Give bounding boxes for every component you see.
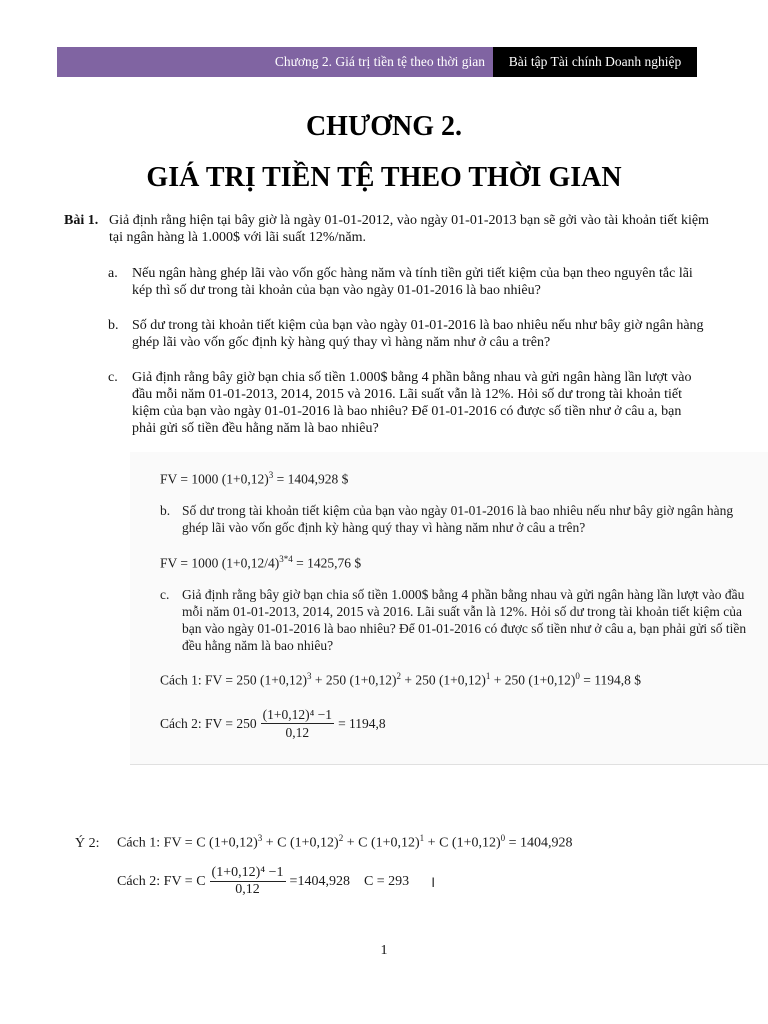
item-text: Số dư trong tài khoản tiết kiệm của bạn vào ngày 01-01-2016 là bao nhiêu nếu như bây giờ ngân hàng ghép lãi vào vốn gốc định kỳ hàng quý thay vì hàng năm như ở câu a trên? bbox=[182, 503, 734, 535]
item-letter: b. bbox=[160, 503, 171, 518]
item-text: Nếu ngân hàng ghép lãi vào vốn gốc hàng năm và tính tiền gửi tiết kiệm của bạn theo nguyên tắc lãi kép thì số dư trong tài khoản của bạn vào ngày 01-01-2016 là bao nhiêu? bbox=[132, 266, 693, 298]
formula-result: = 1425,76 $ bbox=[292, 555, 362, 571]
y2-cach2 bbox=[117, 865, 435, 898]
page-number: 1 bbox=[380, 943, 388, 958]
cach1-formula bbox=[160, 668, 760, 689]
exponent: 2 bbox=[396, 671, 401, 681]
formula-text: + C (1+0,12) bbox=[262, 835, 339, 851]
problem-item-c bbox=[108, 369, 708, 437]
text-cursor-icon: I bbox=[431, 873, 436, 890]
formula-result: = 1404,928 $ bbox=[273, 471, 349, 487]
formula-text: + 250 (1+0,12) bbox=[400, 672, 486, 688]
solution-scan bbox=[130, 452, 768, 765]
book-label: Bài tập Tài chính Doanh nghiệp bbox=[493, 47, 697, 77]
exponent: 3 bbox=[268, 470, 274, 480]
fraction bbox=[210, 865, 286, 898]
exponent: 2 bbox=[338, 833, 344, 843]
item-text: Số dư trong tài khoản tiết kiệm của bạn vào ngày 01-01-2016 là bao nhiêu nếu như bây giờ ngân hàng ghép lãi vào vốn gốc định kỳ hàng quý thay vì hàng năm như ở câu a trên? bbox=[132, 318, 704, 350]
problem-intro: Giả định rằng hiện tại bây giờ là ngày 01-01-2012, vào ngày 01-01-2013 bạn sẽ gởi vào tài khoản tiết kiệm tại ngân hàng là 1.000$ với lãi suất 12%/năm. bbox=[109, 213, 709, 245]
exponent: 3 bbox=[257, 833, 263, 843]
item-letter: b. bbox=[108, 318, 119, 333]
problem-label: Bài 1. bbox=[64, 213, 99, 228]
y2-cach1 bbox=[75, 833, 573, 852]
formula-text: + C (1+0,12) bbox=[343, 835, 420, 851]
formula-result: = 1194,8 bbox=[338, 716, 386, 731]
fraction-numerator: (1+0,12)⁴ −1 bbox=[262, 707, 333, 722]
fv-b-formula bbox=[160, 551, 760, 572]
exponent: 0 bbox=[575, 671, 580, 681]
c-result: C = 293 bbox=[363, 873, 410, 889]
problem-1 bbox=[64, 212, 714, 246]
item-letter: a. bbox=[108, 266, 118, 281]
exponent: 1 bbox=[485, 671, 491, 681]
formula-result: = 1404,928 bbox=[505, 835, 573, 851]
problem-item-b bbox=[108, 317, 708, 351]
formula-result: = 1194,8 $ bbox=[579, 672, 642, 688]
formula-text: Cách 2: FV = 250 bbox=[160, 716, 257, 731]
page-header bbox=[57, 47, 697, 77]
exponent: 0 bbox=[500, 833, 506, 843]
formula-result: =1404,928 bbox=[289, 873, 350, 889]
formula-text: FV = 1000 (1+0,12/4) bbox=[160, 555, 280, 571]
fv-a-formula bbox=[160, 467, 760, 488]
chapter-title: CHƯƠNG 2. bbox=[305, 111, 463, 142]
item-letter: c. bbox=[108, 370, 118, 385]
chapter-label: Chương 2. Giá trị tiền tệ theo thời gian bbox=[57, 47, 493, 77]
y2-label: Ý 2: bbox=[75, 835, 100, 851]
item-text: Giả định rằng bây giờ bạn chia số tiền 1.000$ bằng 4 phần bằng nhau và gửi ngân hàng lần lượt vào đầu mỗi năm 01-01-2013, 2014, 2015 và 2016. Lãi suất vẫn là 12%. Hỏi số dư trong tài khoản tiết kiệm của bạn vào ngày 01-01-2016 là bao nhiêu? Để 01-01-2016 có được số tiền như ở câu a, bạn phải gửi số tiền đều hằng năm là bao nhiêu? bbox=[132, 370, 692, 436]
formula-text: FV = 1000 (1+0,12) bbox=[160, 471, 269, 487]
exponent: 3*4 bbox=[279, 554, 293, 564]
formula-text: Cách 1: FV = 250 (1+0,12) bbox=[160, 672, 307, 688]
fraction-numerator: (1+0,12)⁴ −1 bbox=[211, 865, 284, 880]
formula-text: + 250 (1+0,12) bbox=[490, 672, 576, 688]
fraction bbox=[261, 706, 334, 741]
item-letter: c. bbox=[160, 587, 170, 602]
fraction-denominator: 0,12 bbox=[285, 725, 310, 740]
formula-text: + C (1+0,12) bbox=[424, 835, 501, 851]
item-text: Giả định rằng bây giờ bạn chia số tiền 1.000$ bằng 4 phần bằng nhau và gửi ngân hàng lần lượt vào đầu mỗi năm 01-01-2013, 2014, 2015 và 2016. Lãi suất vẫn là 12%. Hỏi số dư trong tài khoản tiết kiệm của bạn vào ngày 01-01-2016 là bao nhiêu? Để 01-01-2016 có được số tiền như ở câu a, bạn phải gửi số tiền đều hằng năm là bao nhiêu? bbox=[182, 587, 747, 653]
exponent: 3 bbox=[306, 671, 312, 681]
solution-b-question bbox=[160, 502, 760, 536]
solution-c-question bbox=[160, 586, 760, 654]
formula-text: Cách 2: FV = C bbox=[117, 873, 206, 889]
problem-item-a bbox=[108, 265, 708, 299]
chapter-subtitle: GIÁ TRỊ TIỀN TỆ THEO THỜI GIAN bbox=[146, 162, 622, 193]
formula-text: Cách 1: FV = C (1+0,12) bbox=[117, 835, 258, 851]
fraction-denominator: 0,12 bbox=[235, 882, 260, 897]
exponent: 1 bbox=[419, 833, 425, 843]
formula-text: + 250 (1+0,12) bbox=[311, 672, 397, 688]
cach2-formula bbox=[160, 706, 760, 741]
